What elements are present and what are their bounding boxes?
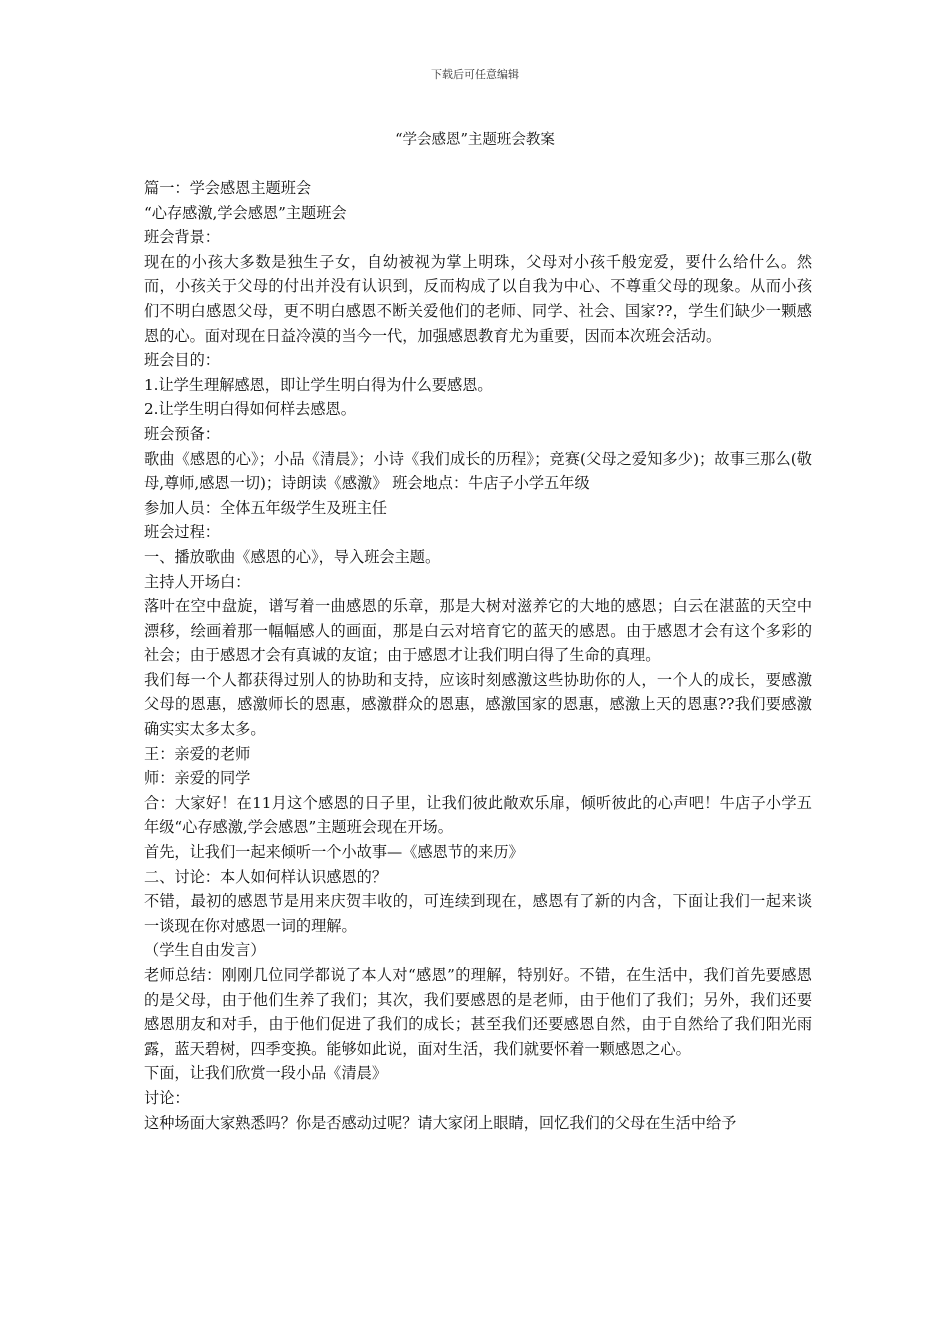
document-body [144,176,812,1135]
paragraph-17: 师：亲爱的同学 [144,769,251,788]
paragraph-14: 落叶在空中盘旋，谱写着一曲感恩的乐章，那是大树对滋养它的大地的感恩；白云在湛蓝的天空中漂移，绘画着那一幅幅感人的画面，那是白云对培育它的蓝天的感恩。由于感恩才会有这个多彩的社会；由于感恩才会有真诚的友谊；由于感恩才让我们明白得了生命的真理。 [144,597,812,665]
paragraph-10: 参加人员：全体五年级学生及班主任 [144,498,387,517]
paragraph-23: 老师总结：刚刚几位同学都说了本人对“感恩”的理解，特别好。不错，在生活中，我们首先要感恩的是父母，由于他们生养了我们；其次，我们要感恩的是老师，由于他们了我们；另外，我们还要感恩朋友和对手，由于他们促进了我们的成长；甚至我们还要感恩自然，由于自然给了我们阳光雨露，蓝天碧树，四季变换。能够如此说，面对生活，我们就要怀着一颗感恩之心。 [144,966,812,1058]
paragraph-25: 讨论： [144,1088,190,1107]
paragraph-26: 这种场面大家熟悉吗？你是否感动过呢？请大家闭上眼睛，回忆我们的父母在生活中给予 [144,1113,737,1132]
paragraph-7: 2.让学生明白得如何样去感恩。 [144,400,356,419]
paragraph-13: 主持人开场白： [144,572,251,591]
page-header: 下载后可任意编辑 [431,68,519,81]
paragraph-4: 现在的小孩大多数是独生子女，自幼被视为掌上明珠，父母对小孩千般宠爱，要什么给什么。然而，小孩关于父母的付出并没有认识到，反而构成了以自我为中心、不尊重父母的现象。从而小孩们不明白感恩父母，更不明白感恩不断关爱他们的老师、同学、社会、国家??，学生们缺少一颗感恩的心。面对现在日益冷漠的当今一代，加强感恩教育尤为重要，因而本次班会活动。 [144,252,812,345]
paragraph-12: 一、播放歌曲《感恩的心》，导入班会主题。 [144,547,441,566]
paragraph-9: 歌曲《感恩的心》；小品《清晨》；小诗《我们成长的历程》；竞赛(父母之爱知多少)；故事三那么(敬母,尊师,感恩一切)；诗朗读《感激》 班会地点：牛店子小学五年级 [144,449,812,493]
paragraph-11: 班会过程： [144,523,220,542]
paragraph-3: 班会背景： [144,228,220,247]
document-title: “学会感恩”主题班会教案 [395,132,555,148]
paragraph-16: 王：亲爱的老师 [144,744,251,763]
paragraph-8: 班会预备： [144,424,220,443]
paragraph-15: 我们每一个人都获得过别人的协助和支持，应该时刻感激这些协助你的人，一个人的成长，要感激父母的恩惠，感激师长的恩惠，感激群众的恩惠，感激国家的恩惠，感激上天的恩惠??我们要感激确实实太多太多。 [144,670,812,739]
paragraph-5: 班会目的： [144,351,220,370]
paragraph-6: 1.让学生理解感恩，即让学生明白得为什么要感恩。 [144,375,493,394]
paragraph-21: 不错，最初的感恩节是用来庆贺丰收的，可连续到现在，感恩有了新的内含，下面让我们一起来谈一谈现在你对感恩一词的理解。 [144,892,812,935]
paragraph-1: 篇一：学会感恩主题班会 [144,179,312,197]
paragraph-18: 合：大家好！在11月这个感恩的日子里，让我们彼此敞欢乐扉，倾听彼此的心声吧！牛店子小学五年级“心存感激,学会感恩”主题班会现在开场。 [144,793,812,837]
paragraph-19: 首先，让我们一起来倾听一个小故事—《感恩节的来历》 [144,843,524,862]
paragraph-24: 下面，让我们欣赏一段小品《清晨》 [144,1064,387,1083]
paragraph-20: 二、讨论：本人如何样认识感恩的？ [144,867,387,886]
paragraph-2: “心存感激,学会感恩”主题班会 [144,203,347,222]
paragraph-22: （学生自由发言） [144,941,266,960]
